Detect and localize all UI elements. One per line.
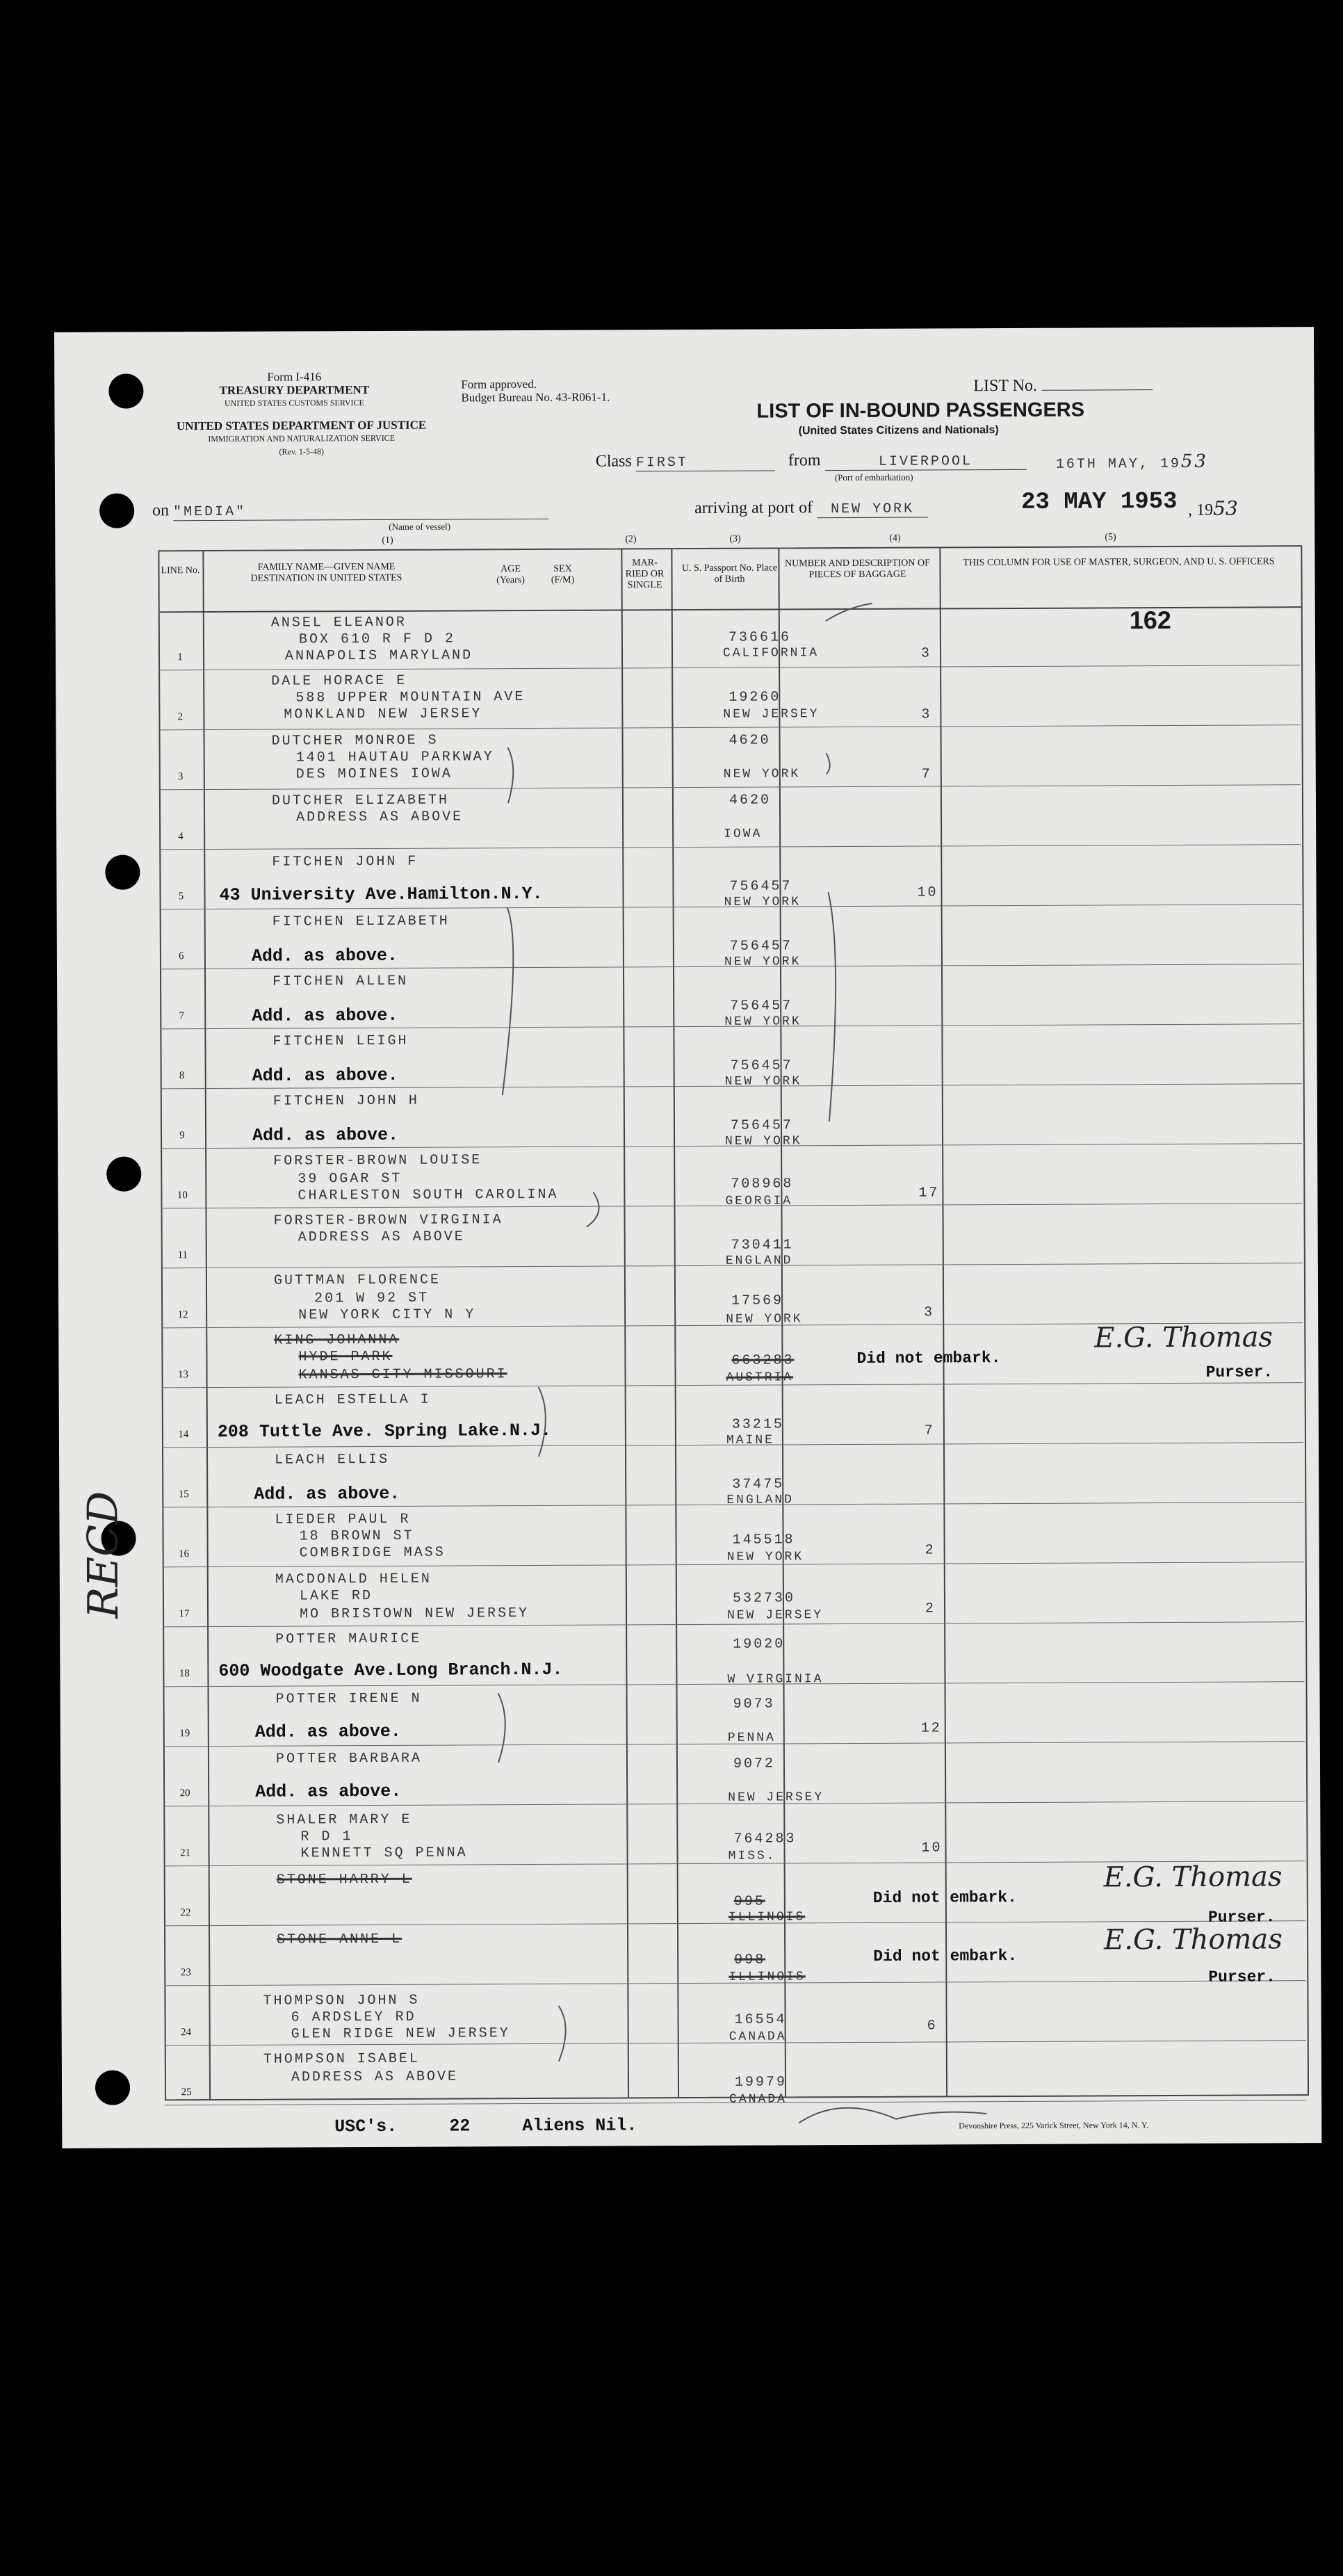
line-number: 25 <box>181 2087 192 2098</box>
line-no-header: LINE No. <box>161 565 200 576</box>
passenger-address: 588 UPPER MOUNTAIN AVE <box>295 689 526 706</box>
passenger-name: POTTER MAURICE <box>275 1630 422 1648</box>
passport-number: 708968 <box>731 1176 794 1192</box>
passenger-name: THOMPSON ISABEL <box>263 2050 420 2068</box>
passenger-address: 18 BROWN ST <box>299 1528 414 1545</box>
place-of-birth: IOWA <box>724 827 763 841</box>
punch-hole <box>105 854 140 889</box>
place-of-birth: ILLINOIS <box>728 1910 806 1925</box>
passport-number: 756457 <box>730 1117 794 1134</box>
punch-hole <box>108 373 143 408</box>
baggage-count: 12 <box>920 1720 942 1737</box>
line-number: 10 <box>177 1190 188 1201</box>
purser-label: Purser. <box>1207 1908 1276 1927</box>
passenger-address: CHARLESTON SOUTH CAROLINA <box>298 1186 559 1204</box>
passenger-name: LEACH ESTELLA I <box>274 1391 431 1409</box>
col-num-3: (3) <box>729 533 741 544</box>
passenger-address: 600 Woodgate Ave.Long Branch.N.J. <box>218 1659 563 1681</box>
passenger-name: GUTTMAN FLORENCE <box>273 1272 441 1289</box>
departure-date-text: 16TH MAY, 19 <box>1055 455 1181 473</box>
passenger-name: FITCHEN ALLEN <box>272 973 409 990</box>
passenger-name: FITCHEN ELIZABETH <box>272 913 450 930</box>
thomas-signature: E.G. Thomas <box>1103 1861 1283 1894</box>
passenger-address: Add. as above. <box>252 1005 398 1026</box>
place-of-birth: CANADA <box>729 2092 787 2107</box>
passport-number: 736616 <box>728 629 791 646</box>
from-field <box>788 451 1027 471</box>
place-of-birth: NEW YORK <box>726 1312 803 1327</box>
passenger-address: NEW YORK CITY N Y <box>298 1306 476 1324</box>
treasury-dept: TREASURY DEPARTMENT <box>219 383 370 397</box>
passenger-address: Add. as above. <box>255 1781 402 1802</box>
passenger-address: Add. as above. <box>252 1124 399 1146</box>
did-not-embark-note: Did not embark. <box>873 1946 1018 1966</box>
place-of-birth: PENNA <box>727 1731 776 1745</box>
passenger-address: 39 OGAR ST <box>298 1170 402 1188</box>
ins-service: IMMIGRATION AND NATURALIZATION SERVICE <box>208 432 396 444</box>
place-of-birth: NEW YORK <box>725 1134 802 1149</box>
arrival-year-hw: 53 <box>1213 496 1238 520</box>
passenger-address: 208 Tuttle Ave. Spring Lake.N.J. <box>217 1420 552 1442</box>
place-of-birth: ENGLAND <box>726 1493 795 1507</box>
manifest-page <box>54 327 1321 2148</box>
passport-number: 995 <box>733 1893 765 1910</box>
vessel-name: "MEDIA" <box>173 503 548 521</box>
passenger-address: 201 W 92 ST <box>314 1290 430 1307</box>
line-number: 19 <box>179 1728 190 1740</box>
place-of-birth: CANADA <box>729 2030 787 2044</box>
line-number: 24 <box>181 2027 192 2039</box>
line-number: 2 <box>177 711 184 723</box>
place-of-birth: GEORGIA <box>725 1194 793 1208</box>
married-header: MAR-RIED OR SINGLE <box>625 558 665 591</box>
passenger-address: DES MOINES IOWA <box>295 765 453 783</box>
baggage-count: 7 <box>921 766 932 783</box>
place-of-birth: W VIRGINIA <box>727 1672 824 1687</box>
place-of-birth: NEW YORK <box>724 1014 801 1029</box>
list-no-label: LIST No. <box>973 376 1037 396</box>
thomas-signature: E.G. Thomas <box>1104 1923 1283 1957</box>
header-left-block <box>197 370 391 410</box>
margin-handwriting: RECD <box>79 1491 129 1619</box>
thomas-signature: E.G. Thomas <box>1094 1321 1273 1354</box>
passenger-name-cancelled: KING JOHANNA <box>274 1331 400 1349</box>
line-number: 14 <box>178 1429 189 1441</box>
passenger-name: FITCHEN LEIGH <box>272 1032 409 1050</box>
age-header: AGE (Years) <box>496 564 525 586</box>
page-subtitle: (United States Citizens and Nationals) <box>798 424 999 437</box>
line-number: 17 <box>179 1608 190 1620</box>
col-num-1: (1) <box>382 535 393 546</box>
passport-number: 19260 <box>729 689 781 706</box>
name-header-text: FAMILY NAME—GIVEN NAME <box>257 561 396 573</box>
place-of-birth: MISS. <box>728 1849 776 1863</box>
passenger-name: LEACH ELLIS <box>275 1451 390 1468</box>
passport-number: 532730 <box>732 1590 796 1607</box>
passport-number: 663283 <box>731 1352 795 1369</box>
place-of-birth: NEW YORK <box>724 1074 802 1089</box>
sex-header: SEX (F/M) <box>551 563 575 585</box>
officers-header: THIS COLUMN FOR USE OF MASTER, SURGEON, AND U. S. OFFICERS <box>963 556 1275 569</box>
purser-label: Purser. <box>1205 1363 1273 1382</box>
passenger-name: POTTER BARBARA <box>275 1750 423 1767</box>
place-of-birth: ILLINOIS <box>729 1970 806 1984</box>
vessel-label: (Name of vessel) <box>389 521 451 532</box>
name-header <box>222 562 430 585</box>
from-label: from <box>788 451 821 470</box>
arrival-port: NEW YORK <box>817 501 928 519</box>
passport-number: 19020 <box>733 1636 786 1653</box>
baggage-count: 3 <box>920 645 932 662</box>
aliens-count: Aliens Nil. <box>522 2115 637 2137</box>
line-number: 23 <box>180 1967 191 1979</box>
line-number: 22 <box>180 1907 191 1919</box>
passenger-address: MO BRISTOWN NEW JERSEY <box>299 1605 530 1623</box>
passport-number: 9073 <box>733 1696 775 1712</box>
printer-imprint: Devonshire Press, 225 Varick Street, New York 14, N. Y. <box>959 2120 1149 2131</box>
passport-number: 37475 <box>732 1476 785 1493</box>
passenger-name: DALE HORACE E <box>271 672 407 690</box>
officer-number: 162 <box>1129 605 1171 635</box>
passenger-name-cancelled: STONE ANNE L <box>277 1931 402 1948</box>
passport-number: 17569 <box>731 1293 784 1309</box>
passport-number: 764283 <box>733 1831 797 1847</box>
arrival-year-prefix: , 19 <box>1188 501 1214 519</box>
place-of-birth: NEW YORK <box>726 1550 804 1564</box>
passenger-address: Add. as above. <box>251 945 398 966</box>
uscs-count: 22 <box>449 2116 471 2137</box>
passport-number: 756457 <box>730 998 793 1014</box>
departure-year: 53 <box>1180 451 1209 472</box>
place-of-birth: CALIFORNIA <box>722 646 820 661</box>
passenger-name: MACDONALD HELEN <box>275 1571 432 1588</box>
class-field <box>596 451 775 471</box>
passport-number: 730411 <box>731 1237 794 1254</box>
line-number: 16 <box>179 1548 190 1560</box>
line-number: 3 <box>178 771 184 783</box>
on-label: on <box>152 501 170 520</box>
passenger-name: DUTCHER ELIZABETH <box>271 792 450 809</box>
baggage-count: 2 <box>925 1542 936 1559</box>
purser-label: Purser. <box>1208 1968 1276 1986</box>
from-port: LIVERPOOL <box>824 453 1026 471</box>
passenger-name: DUTCHER MONROE S <box>271 732 439 750</box>
baggage-count: 3 <box>921 706 932 723</box>
passenger-address: Add. as above. <box>254 1483 400 1505</box>
passenger-address: KANSAS CITY MISSOURI <box>298 1366 507 1384</box>
arrival-year <box>1188 497 1238 520</box>
place-of-birth: NEW JERSEY <box>728 1790 824 1805</box>
passport-number: 4620 <box>729 732 771 749</box>
passport-number: 998 <box>734 1952 766 1968</box>
passenger-address: MONKLAND NEW JERSEY <box>284 706 482 723</box>
arrival-date-stamp: 23 MAY 1953 <box>1020 488 1178 516</box>
passport-number: 756457 <box>729 938 792 955</box>
arrival-field <box>694 499 928 519</box>
place-of-birth: NEW YORK <box>723 767 801 781</box>
page-title: LIST OF IN-BOUND PASSENGERS <box>756 398 1085 423</box>
passport-number: 19979 <box>734 2074 788 2091</box>
line-number: 20 <box>179 1788 190 1799</box>
col-num-5: (5) <box>1105 532 1116 543</box>
passenger-address: BOX 610 R F D 2 <box>298 631 456 648</box>
destination-header: DESTINATION IN UNITED STATES <box>250 572 402 584</box>
passport-number: 33215 <box>731 1416 784 1433</box>
baggage-count: 10 <box>917 884 938 901</box>
vessel-field <box>152 500 548 521</box>
col-num-4: (4) <box>889 533 901 544</box>
place-of-birth: NEW JERSEY <box>723 707 820 722</box>
line-number: 15 <box>178 1489 189 1500</box>
place-of-birth: AUSTRIA <box>726 1370 794 1385</box>
line-number: 6 <box>179 950 184 962</box>
list-number <box>973 376 1153 396</box>
passenger-name-cancelled: STONE HARRY L <box>276 1871 412 1888</box>
line-number: 5 <box>178 891 184 902</box>
class-value: FIRST <box>636 454 775 471</box>
baggage-count: 3 <box>924 1304 935 1321</box>
class-label: Class <box>595 452 632 471</box>
passport-number: 756457 <box>729 878 792 895</box>
passenger-name: FORSTER-BROWN VIRGINIA <box>273 1212 503 1229</box>
passenger-name: FITCHEN JOHN H <box>272 1092 419 1110</box>
passenger-name: POTTER IRENE N <box>275 1690 422 1708</box>
footer-totals <box>334 2115 637 2137</box>
passport-number: 16554 <box>734 2011 787 2028</box>
place-of-birth: NEW JERSEY <box>727 1608 824 1623</box>
passport-number: 4620 <box>729 792 772 809</box>
did-not-embark-note: Did not embark. <box>856 1349 1001 1368</box>
line-number: 21 <box>180 1847 191 1859</box>
budget-bureau: Budget Bureau No. 43-R061-1. <box>461 390 610 405</box>
passenger-address: Add. as above. <box>254 1721 401 1742</box>
passenger-name: THOMPSON JOHN S <box>263 1992 420 2009</box>
baggage-header: NUMBER AND DESCRIPTION OF PIECES OF BAGGAGE <box>784 558 930 581</box>
passenger-address: LAKE RD <box>299 1588 373 1605</box>
place-of-birth: NEW YORK <box>724 895 801 909</box>
passenger-address: ANNAPOLIS MARYLAND <box>284 647 473 665</box>
passenger-name: FITCHEN JOHN F <box>272 853 418 870</box>
passenger-address: R D 1 <box>300 1829 353 1845</box>
passenger-name: LIEDER PAUL R <box>275 1511 411 1528</box>
baggage-count: 17 <box>918 1185 940 1201</box>
punch-hole <box>106 1156 141 1191</box>
passport-number: 145518 <box>732 1532 795 1548</box>
passenger-address: COMBRIDGE MASS <box>299 1544 446 1562</box>
line-number: 12 <box>177 1309 188 1321</box>
punch-hole <box>99 494 134 528</box>
passport-number: 9072 <box>733 1756 776 1772</box>
port-embark-label: (Port of embarkation) <box>834 471 913 483</box>
place-of-birth: MAINE <box>726 1433 775 1448</box>
place-of-birth: NEW YORK <box>724 955 801 969</box>
line-number: 4 <box>178 831 184 843</box>
line-number: 1 <box>177 651 183 663</box>
passenger-address: 1401 HAUTAU PARKWAY <box>295 749 494 766</box>
justice-block <box>152 419 451 460</box>
passenger-address: GLEN RIDGE NEW JERSEY <box>291 2025 510 2043</box>
punch-hole <box>95 2071 130 2105</box>
customs-service: UNITED STATES CUSTOMS SERVICE <box>224 398 364 408</box>
passenger-address: HYDE PARK <box>298 1348 393 1366</box>
line-number: 11 <box>177 1249 188 1261</box>
passenger-address: ADDRESS AS ABOVE <box>295 809 464 826</box>
line-number: 13 <box>178 1369 189 1381</box>
passenger-name: SHALER MARY E <box>276 1811 412 1829</box>
justice-dept: UNITED STATES DEPARTMENT OF JUSTICE <box>176 418 427 433</box>
did-not-embark-note: Did not embark. <box>872 1888 1017 1907</box>
form-approved: Form approved. <box>461 377 537 391</box>
passport-header: U. S. Passport No. Place of Birth <box>681 562 778 585</box>
form-number: Form I-416 <box>267 370 322 384</box>
line-number: 7 <box>179 1010 185 1022</box>
arriving-label: arriving at port of <box>694 499 813 517</box>
passenger-address: KENNETT SQ PENNA <box>300 1845 468 1862</box>
passenger-address: Add. as above. <box>252 1064 398 1086</box>
baggage-count: 6 <box>927 2018 938 2034</box>
passenger-address: ADDRESS AS ABOVE <box>298 1229 465 1246</box>
line-number: 18 <box>179 1668 190 1680</box>
place-of-birth: ENGLAND <box>725 1254 793 1268</box>
baggage-count: 10 <box>921 1840 943 1856</box>
passenger-name: FORSTER-BROWN LOUISE <box>273 1152 482 1169</box>
departure-date <box>1056 451 1208 473</box>
passport-number: 756457 <box>730 1058 793 1074</box>
baggage-count: 2 <box>925 1601 936 1617</box>
line-number: 9 <box>179 1130 185 1142</box>
passenger-address: 43 University Ave.Hamilton.N.Y. <box>219 883 543 905</box>
passenger-address: 6 ARDSLEY RD <box>291 2009 416 2026</box>
col-num-2: (2) <box>625 534 637 545</box>
passenger-address: ADDRESS AS ABOVE <box>291 2068 459 2086</box>
revision: (Rev. 1-5-48) <box>279 446 325 457</box>
baggage-count: 7 <box>924 1423 935 1439</box>
approval-block <box>461 378 610 405</box>
line-number: 8 <box>179 1070 185 1082</box>
passenger-name: ANSEL ELEANOR <box>270 614 407 631</box>
uscs-label: USC's. <box>334 2116 398 2137</box>
